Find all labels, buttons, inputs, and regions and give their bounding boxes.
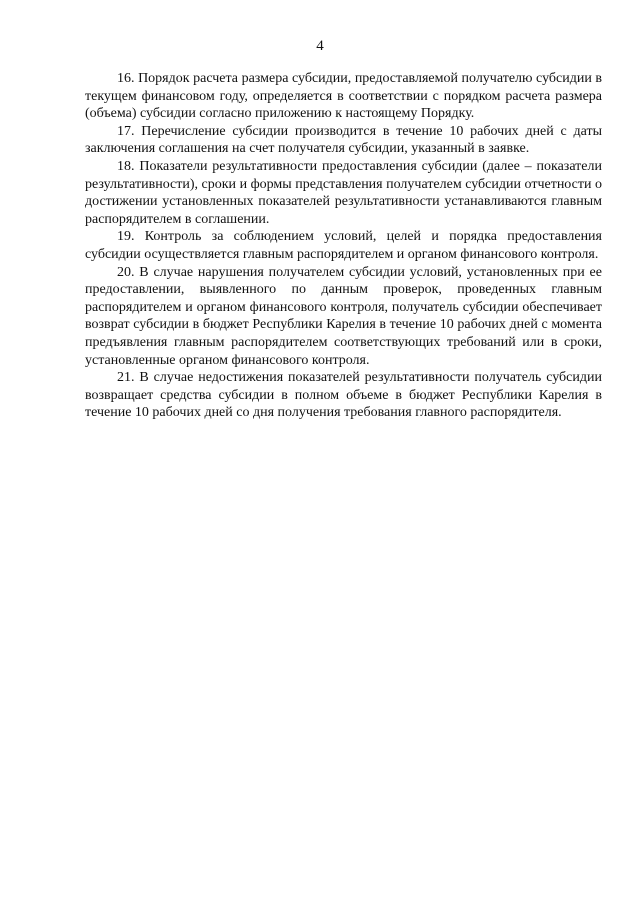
page-number: 4	[316, 38, 324, 54]
document-body	[85, 70, 602, 422]
paragraph-16: 16. Порядок расчета размера субсидии, предоставляемой получателю субсидии в текущем финансовом году, определяется в соответствии с порядком расчета размера (объема) субсидии согласно приложению к настоящему Порядку.	[85, 71, 602, 122]
paragraph-18: 18. Показатели результативности предоставления субсидии (далее – показатели результативности), сроки и формы представления получателем субсидии отчетности о достижении установленных показателей результативности устанавливаются главным распорядителем в соглашении.	[85, 158, 602, 227]
paragraph-21: 21. В случае недостижения показателей результативности получатель субсидии возвращает средства субсидии в полном объеме в бюджет Республики Карелия в течение 10 рабочих дней со дня получения требования главного распорядителя.	[85, 370, 602, 421]
paragraph-17: 17. Перечисление субсидии производится в течение 10 рабочих дней с даты заключения соглашения на счет получателя субсидии, указанный в заявке.	[85, 123, 602, 157]
paragraph-19: 19. Контроль за соблюдением условий, целей и порядка предоставления субсидии осуществляется главным распорядителем и органом финансового контроля.	[85, 229, 602, 262]
paragraph-20: 20. В случае нарушения получателем субсидии условий, установленных при ее предоставлении, выявленного по данным проверок, проведенных главным распорядителем и органом финансового контроля, получатель субсидии обеспечивает возврат субсидии в бюджет Республики Карелия в течение 10 рабочих дней с момента предъявления главным распорядителем соответствующих требований или в сроки, установленные органом финансового контроля.	[85, 264, 602, 368]
